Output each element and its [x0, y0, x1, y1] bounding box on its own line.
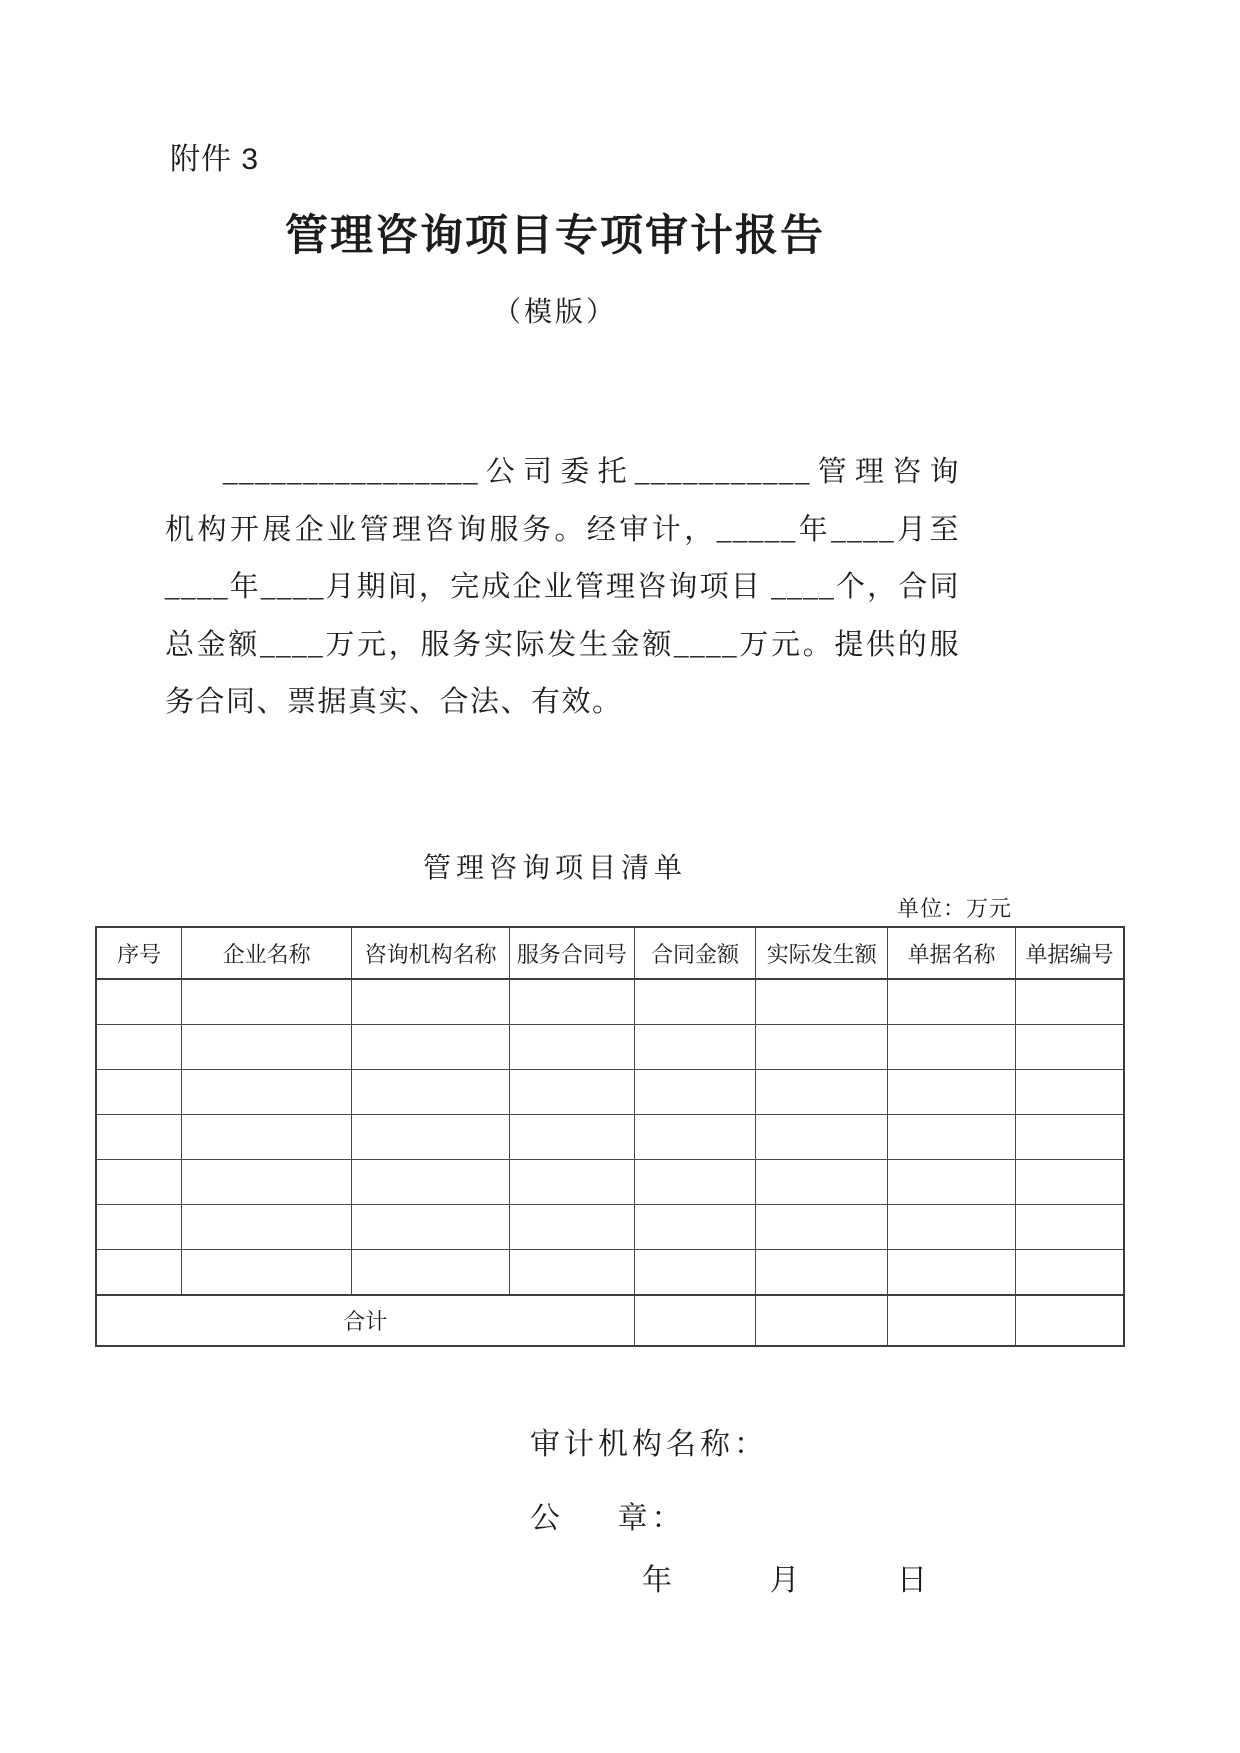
table-cell: [756, 1205, 888, 1250]
table-cell: [96, 1250, 182, 1296]
table-row: [96, 1205, 1124, 1250]
paragraph-line: 机构开展企业管理咨询服务。经审计，_____年____月至: [165, 513, 960, 546]
table-cell: [182, 1250, 352, 1296]
table-cell: [888, 1070, 1016, 1115]
table-cell: [182, 1115, 352, 1160]
table-cell: [756, 1115, 888, 1160]
table-cell: [1015, 1205, 1124, 1250]
auditor-name-label: 审计机构名称：: [530, 1428, 768, 1461]
table-cell: [510, 1250, 634, 1296]
total-doc-no: [1015, 1295, 1124, 1346]
table-cell: [634, 1250, 756, 1296]
table-cell: [351, 1025, 509, 1070]
body-paragraph: [165, 444, 960, 732]
table-cell: [510, 1115, 634, 1160]
paragraph-line: 总金额____万元，服务实际发生金额____万元。提供的服: [165, 628, 960, 661]
project-table-body: [96, 979, 1124, 1295]
document-subtitle: （模版）: [492, 297, 617, 328]
table-cell: [888, 1025, 1016, 1070]
paragraph-line: 务合同、票据真实、合法、有效。: [165, 686, 623, 718]
table-cell: [888, 1250, 1016, 1296]
column-header-company-name: 企业名称: [182, 927, 352, 979]
paragraph-line: ____年____月期间，完成企业管理咨询项目 ____个，合同: [165, 571, 960, 603]
paragraph-line: ________________公司委托___________管理咨询: [223, 456, 960, 488]
table-cell: [888, 979, 1016, 1025]
table-cell: [888, 1160, 1016, 1205]
column-header-agency-name: 咨询机构名称: [351, 927, 509, 979]
table-cell: [182, 979, 352, 1025]
column-header-doc-name: 单据名称: [888, 927, 1016, 979]
column-header-doc-no: 单据编号: [1015, 927, 1124, 979]
table-cell: [1015, 1025, 1124, 1070]
table-cell: [96, 1070, 182, 1115]
table-cell: [634, 1115, 756, 1160]
table-row: [96, 1070, 1124, 1115]
table-cell: [510, 1205, 634, 1250]
table-cell: [351, 1205, 509, 1250]
table-cell: [96, 1025, 182, 1070]
total-actual-amount: [756, 1295, 888, 1346]
total-doc-name: [888, 1295, 1016, 1346]
column-header-actual-amount: 实际发生额: [756, 927, 888, 979]
project-list-table: [95, 926, 1125, 1347]
table-cell: [510, 1070, 634, 1115]
table-cell: [96, 979, 182, 1025]
table-cell: [634, 1070, 756, 1115]
table-cell: [1015, 1115, 1124, 1160]
column-header-contract-amount: 合同金额: [634, 927, 756, 979]
table-cell: [1015, 1160, 1124, 1205]
unit-label: 单位：万元: [897, 896, 1013, 921]
table-row: [96, 1250, 1124, 1296]
table-cell: [96, 1115, 182, 1160]
table-cell: [510, 1025, 634, 1070]
table-cell: [351, 979, 509, 1025]
table-cell: [634, 1205, 756, 1250]
attachment-label: 附件 3: [170, 143, 260, 176]
table-cell: [756, 979, 888, 1025]
column-header-index: 序号: [96, 927, 182, 979]
official-seal-label: 公 章：: [530, 1502, 686, 1535]
table-cell: [1015, 1070, 1124, 1115]
table-row: [96, 1160, 1124, 1205]
table-cell: [351, 1070, 509, 1115]
table-cell: [634, 1160, 756, 1205]
table-cell: [96, 1160, 182, 1205]
table-cell: [1015, 979, 1124, 1025]
table-cell: [634, 1025, 756, 1070]
table-cell: [510, 979, 634, 1025]
table-cell: [351, 1115, 509, 1160]
total-label: 合计: [96, 1295, 634, 1346]
table-cell: [634, 979, 756, 1025]
table-header-row: [96, 927, 1124, 979]
column-header-contract-no: 服务合同号: [510, 927, 634, 979]
table-cell: [510, 1160, 634, 1205]
total-row: [96, 1295, 1124, 1346]
document-title: 管理咨询项目专项审计报告: [285, 212, 825, 260]
table-title: 管理咨询项目清单: [422, 853, 687, 884]
table-cell: [351, 1250, 509, 1296]
table-cell: [1015, 1250, 1124, 1296]
table-cell: [182, 1160, 352, 1205]
table-cell: [888, 1205, 1016, 1250]
table-row: [96, 1025, 1124, 1070]
table-cell: [182, 1070, 352, 1115]
table-cell: [756, 1025, 888, 1070]
table-cell: [351, 1160, 509, 1205]
table-row: [96, 979, 1124, 1025]
table-cell: [182, 1025, 352, 1070]
total-contract-amount: [634, 1295, 756, 1346]
table-cell: [182, 1205, 352, 1250]
table-row: [96, 1115, 1124, 1160]
table-cell: [756, 1070, 888, 1115]
table-cell: [96, 1205, 182, 1250]
table-cell: [756, 1250, 888, 1296]
table-cell: [888, 1115, 1016, 1160]
date-line: 年 月 日: [642, 1564, 927, 1597]
table-cell: [756, 1160, 888, 1205]
